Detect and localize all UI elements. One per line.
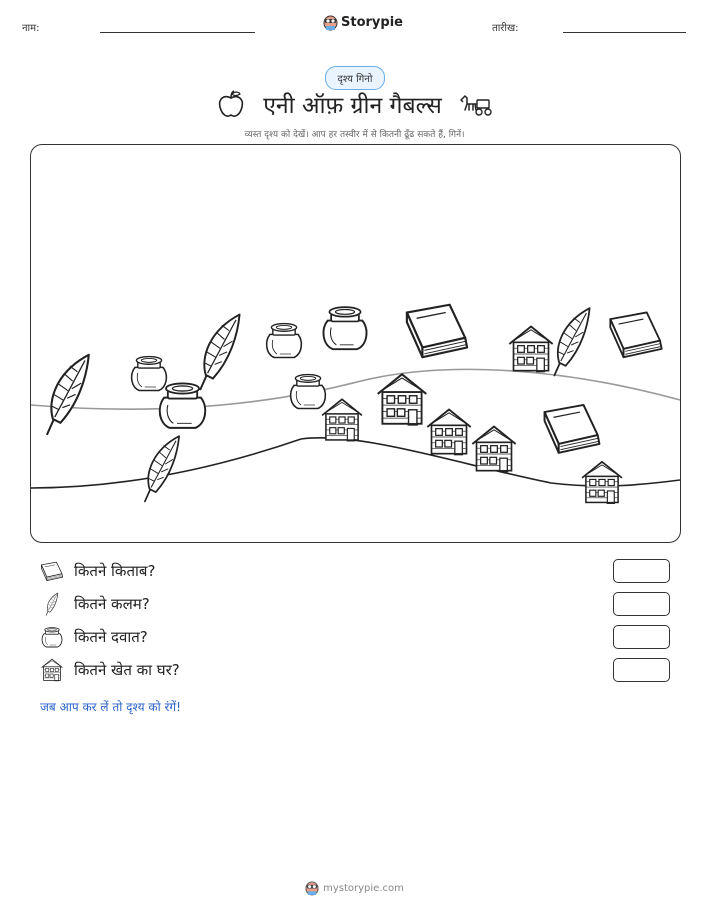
brand-logo bbox=[323, 14, 403, 31]
date-label: तारीख: bbox=[492, 23, 519, 34]
page-title bbox=[0, 88, 709, 120]
footer-url[interactable]: mystorypie.com bbox=[323, 882, 404, 894]
inkpot-2 bbox=[160, 383, 205, 427]
quill-4 bbox=[554, 308, 589, 375]
house-1 bbox=[509, 327, 552, 373]
scene-frame bbox=[30, 144, 681, 543]
far-hill-line bbox=[31, 369, 680, 409]
counting-scene bbox=[31, 145, 680, 542]
quill-1 bbox=[47, 355, 89, 434]
answer-box-farmhouses[interactable] bbox=[613, 658, 670, 682]
horse-carriage-icon bbox=[459, 92, 493, 118]
name-label: नाम: bbox=[22, 23, 40, 34]
footer bbox=[0, 880, 709, 896]
question-inkpots bbox=[40, 625, 148, 649]
answer-box-quills[interactable] bbox=[613, 592, 670, 616]
question-books bbox=[40, 559, 155, 583]
apple-icon bbox=[216, 89, 246, 119]
house-5 bbox=[472, 427, 515, 473]
page-subtitle: व्यस्त दृश्य को देखें। आप हर तस्वीर में से कितनी ढूँढ सकते हैं, गिनें। bbox=[244, 130, 465, 140]
quill-3 bbox=[145, 436, 179, 501]
question-farmhouses-text: कितने खेत का घर? bbox=[74, 661, 180, 679]
activity-badge: दृश्य गिनो bbox=[325, 66, 385, 90]
book-2 bbox=[610, 312, 661, 357]
inkpot-4 bbox=[324, 307, 367, 349]
book-1 bbox=[407, 305, 467, 357]
date-line[interactable] bbox=[563, 32, 686, 33]
inkpot-icon bbox=[40, 625, 64, 649]
book-3 bbox=[545, 405, 600, 453]
inkpot-1 bbox=[132, 357, 167, 391]
inkpot-5 bbox=[291, 375, 326, 409]
title-text: एनी ऑफ़ ग्रीन गैबल्स bbox=[263, 93, 442, 119]
color-instruction: जब आप कर लें तो दृश्य को रंगें! bbox=[40, 700, 181, 714]
house-3 bbox=[322, 399, 362, 441]
storypie-mascot-icon bbox=[305, 880, 319, 896]
house-6 bbox=[582, 462, 622, 504]
name-line[interactable] bbox=[100, 32, 255, 33]
inkpot-3 bbox=[267, 324, 302, 358]
brand-name: Storypie bbox=[341, 15, 403, 30]
book-icon bbox=[40, 559, 64, 583]
question-quills bbox=[40, 592, 150, 616]
question-farmhouses bbox=[40, 658, 180, 682]
storypie-mascot-icon bbox=[323, 14, 338, 31]
house-2 bbox=[378, 374, 427, 425]
question-inkpots-text: कितने दवात? bbox=[74, 628, 148, 646]
question-quills-text: कितने कलम? bbox=[74, 595, 150, 613]
house-4 bbox=[427, 410, 470, 456]
quill-2 bbox=[200, 315, 239, 390]
answer-box-books[interactable] bbox=[613, 559, 670, 583]
farmhouse-icon bbox=[40, 658, 64, 682]
quill-icon bbox=[40, 592, 64, 616]
answer-box-inkpots[interactable] bbox=[613, 625, 670, 649]
question-books-text: कितने किताब? bbox=[74, 562, 156, 580]
